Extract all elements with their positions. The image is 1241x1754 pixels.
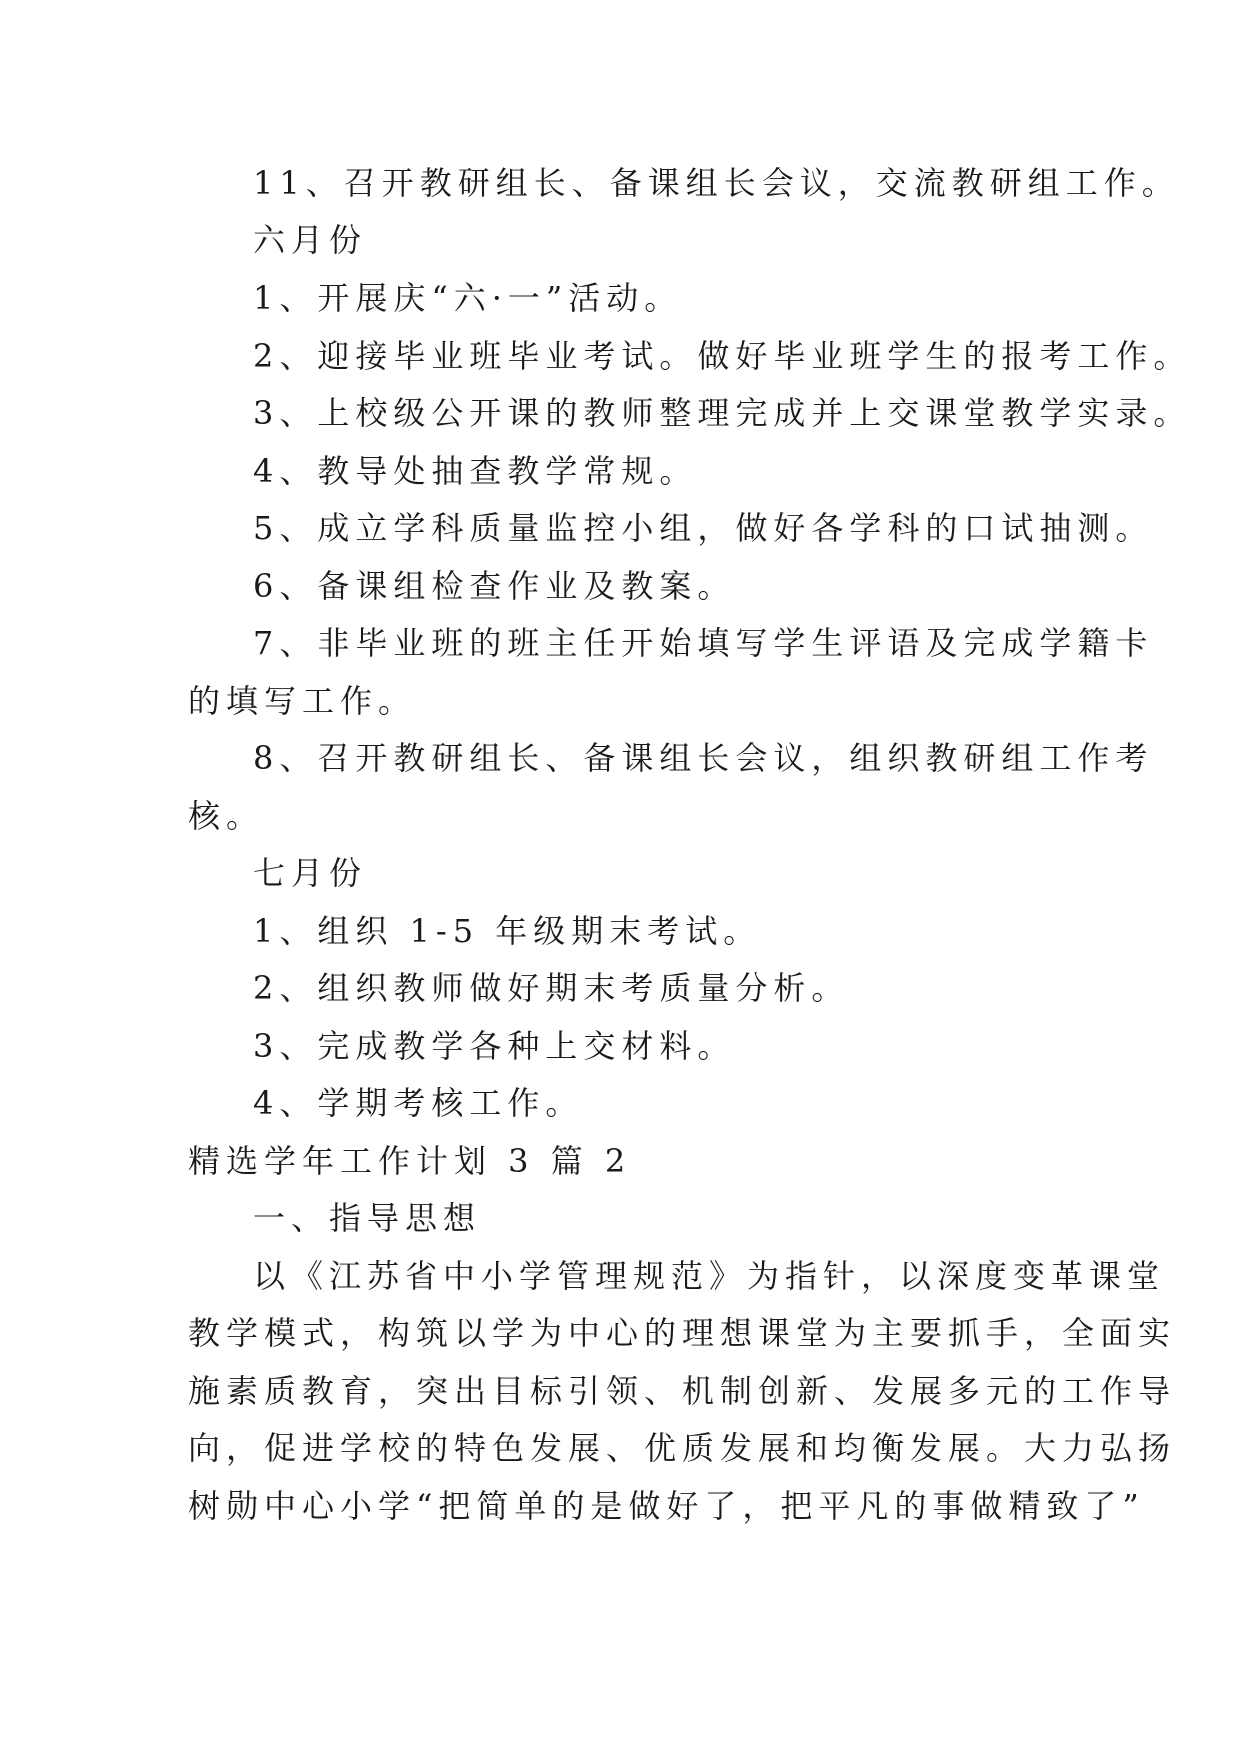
text-line: 4、教导处抽查教学常规。 (253, 452, 698, 490)
text-line: 1、开展庆“六·一”活动。 (253, 279, 683, 317)
text-line: 2、迎接毕业班毕业考试。做好毕业班学生的报考工作。 (253, 337, 1192, 375)
text-line: 4、学期考核工作。 (253, 1084, 584, 1122)
text-line: 11、召开教研组长、备课组长会议，交流教研组工作。 (253, 164, 1180, 202)
section-heading-july: 七月份 (253, 854, 368, 892)
paragraph-line: 以《江苏省中小学管理规范》为指针，以深度变革课堂 (253, 1257, 1166, 1295)
text-line: 1、组织 1-5 年级期末考试。 (253, 912, 762, 950)
paragraph-line: 施素质教育，突出目标引领、机制创新、发展多元的工作导 (188, 1372, 1177, 1410)
text-line: 7、非毕业班的班主任开始填写学生评语及完成学籍卡 (253, 624, 1154, 662)
section-heading-guiding-thought: 一、指导思想 (253, 1199, 482, 1237)
text-line: 核。 (188, 797, 265, 835)
text-line: 的填写工作。 (188, 682, 417, 720)
article-title: 精选学年工作计划 3 篇 2 (188, 1142, 632, 1180)
text-line: 3、完成教学各种上交材料。 (253, 1027, 736, 1065)
section-heading-june: 六月份 (253, 221, 368, 259)
paragraph-line: 向，促进学校的特色发展、优质发展和均衡发展。大力弘扬 (188, 1429, 1177, 1467)
text-line: 2、组织教师做好期末考质量分析。 (253, 969, 850, 1007)
text-line: 3、上校级公开课的教师整理完成并上交课堂教学实录。 (253, 394, 1192, 432)
paragraph-line: 树勋中心小学“把简单的是做好了，把平凡的事做精致了” (188, 1487, 1145, 1525)
text-line: 5、成立学科质量监控小组，做好各学科的口试抽测。 (253, 509, 1154, 547)
paragraph-line: 教学模式，构筑以学为中心的理想课堂为主要抓手，全面实 (188, 1314, 1177, 1352)
text-line: 6、备课组检查作业及教案。 (253, 567, 736, 605)
text-line: 8、召开教研组长、备课组长会议，组织教研组工作考 (253, 739, 1154, 777)
